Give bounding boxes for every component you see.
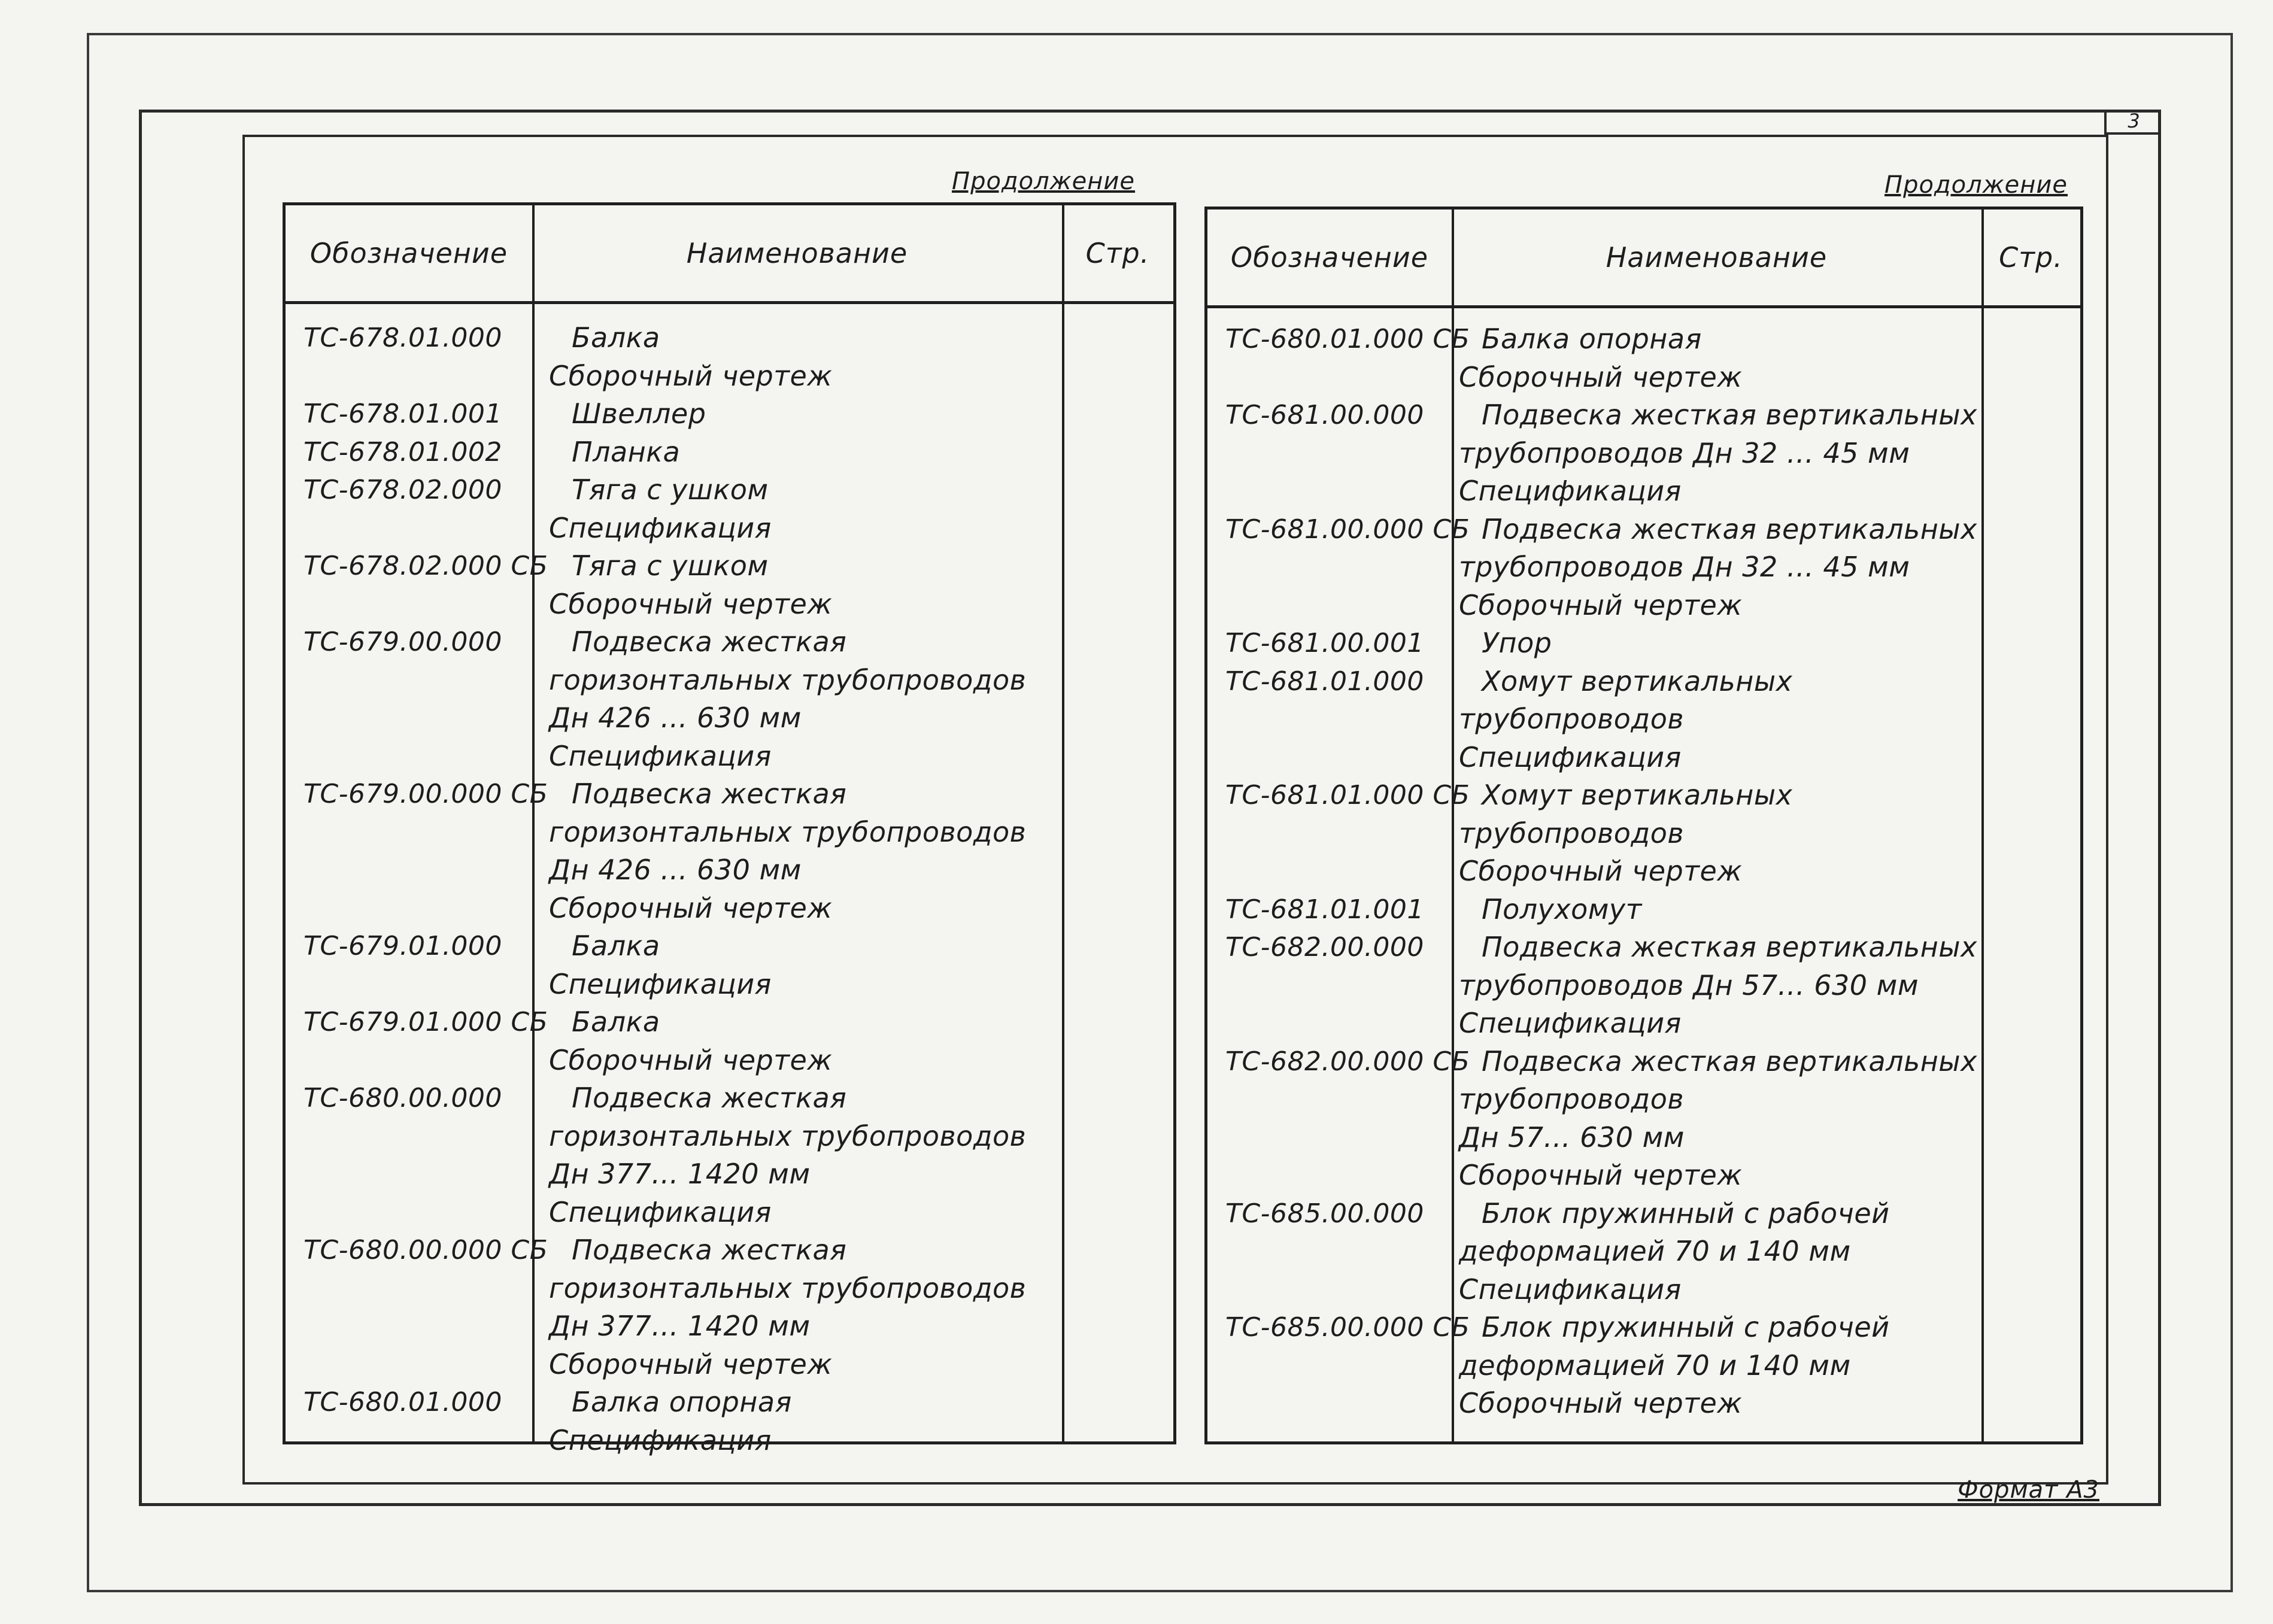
item-name-line: Балка (572, 930, 660, 962)
designation-code: ТС-678.01.002 (304, 436, 502, 468)
item-name-line: горизонтальных трубопроводов (549, 1271, 1027, 1304)
spec-table-left (283, 202, 1176, 1456)
designation-code: ТС-679.01.000 (304, 931, 502, 961)
item-name-line: горизонтальных трубопроводов (549, 815, 1027, 848)
item-name-line: Балка (572, 321, 660, 354)
table-header-right (1207, 210, 2080, 308)
column-divider (1981, 210, 1984, 1441)
column-divider (1452, 210, 1454, 1441)
item-name-line: Подвеска жесткая вертикальных (1482, 931, 1977, 963)
designation-code: ТС-681.01.000 СБ (1225, 780, 1470, 811)
header-name: Наименование (1606, 241, 1828, 274)
designation-code: ТС-685.00.000 (1225, 1198, 1424, 1229)
spec-table-right (1204, 207, 2083, 1444)
designation-code: ТС-682.00.000 (1225, 932, 1424, 963)
designation-code: ТС-678.02.000 (304, 475, 502, 505)
item-name-line: трубопроводов (1459, 816, 1684, 849)
item-name-line: Швеллер (572, 397, 706, 430)
item-name-line: Подвеска жесткая (572, 1234, 847, 1266)
item-name-line: Подвеска жесткая вертикальных (1482, 399, 1977, 431)
item-name-line: Планка (572, 435, 681, 468)
designation-code: ТС-678.02.000 СБ (304, 551, 548, 581)
item-name-line: Блок пружинный с рабочей (1482, 1197, 1890, 1230)
item-name-line: Упор (1482, 627, 1552, 659)
sheet-number: 3 (2104, 110, 2161, 135)
item-name-line: Балка опорная (572, 1386, 792, 1418)
designation-code: ТС-681.00.000 (1225, 400, 1424, 430)
item-name-line: Сборочный чертеж (549, 891, 833, 924)
item-name-line: Подвеска жесткая (572, 778, 847, 810)
item-name-line: Подвеска жесткая (572, 626, 847, 658)
item-name-line: Дн 377... 1420 мм (549, 1158, 811, 1190)
item-name-line: Сборочный чертеж (1459, 1159, 1743, 1191)
item-name-line: Сборочный чертеж (549, 1347, 833, 1380)
header-name: Наименование (686, 237, 908, 269)
item-name-line: Спецификация (549, 511, 772, 544)
item-name-line: трубопроводов (1459, 703, 1684, 735)
item-name-line: деформацией 70 и 140 мм (1459, 1349, 1851, 1382)
item-name-line: трубопроводов Дн 57... 630 мм (1459, 969, 1919, 1001)
item-name-line: Сборочный чертеж (1459, 588, 1743, 621)
item-name-line: Сборочный чертеж (1459, 360, 1743, 393)
designation-code: ТС-680.01.000 (304, 1387, 502, 1417)
item-name-line: Полухомут (1482, 893, 1642, 925)
item-name-line: Спецификация (1459, 1007, 1682, 1039)
item-name-line: Сборочный чертеж (549, 587, 833, 620)
designation-code: ТС-678.01.001 (304, 399, 502, 429)
designation-code: ТС-681.01.001 (1225, 894, 1424, 925)
item-name-line: Спецификация (549, 967, 772, 1000)
header-designation: Обозначение (1230, 241, 1429, 274)
designation-code: ТС-681.01.000 (1225, 666, 1424, 697)
item-name-line: Балка (572, 1006, 660, 1038)
designation-code: ТС-682.00.000 СБ (1225, 1046, 1470, 1077)
item-name-line: Подвеска жесткая (572, 1082, 847, 1114)
item-name-line: деформацией 70 и 140 мм (1459, 1235, 1851, 1267)
format-label: Формат А3 (1958, 1476, 2099, 1504)
table-header-left (286, 205, 1173, 304)
designation-code: ТС-679.00.000 (304, 627, 502, 657)
item-name-line: Подвеска жесткая вертикальных (1482, 512, 1977, 545)
header-page: Стр. (1085, 237, 1150, 269)
item-name-line: Спецификация (549, 739, 772, 772)
item-name-line: Дн 57... 630 мм (1459, 1121, 1685, 1154)
item-name-line: трубопроводов Дн 32 ... 45 мм (1459, 436, 1910, 469)
item-name-line: Подвеска жесткая вертикальных (1482, 1045, 1977, 1077)
item-name-line: Тяга с ушком (572, 550, 769, 582)
item-name-line: Дн 426 ... 630 мм (549, 854, 802, 886)
item-name-line: трубопроводов (1459, 1083, 1684, 1115)
designation-code: ТС-680.00.000 (304, 1083, 502, 1113)
item-name-line: горизонтальных трубопроводов (549, 1119, 1027, 1152)
header-designation: Обозначение (309, 237, 508, 269)
continue-label-left: Продолжение (952, 168, 1136, 195)
item-name-line: Спецификация (549, 1423, 772, 1456)
item-name-line: Блок пружинный с рабочей (1482, 1311, 1890, 1343)
item-name-line: Хомут вертикальных (1482, 779, 1793, 811)
item-name-line: Спецификация (1459, 1273, 1682, 1306)
item-name-line: горизонтальных трубопроводов (549, 663, 1027, 696)
item-name-line: Дн 377... 1420 мм (549, 1310, 811, 1342)
item-name-line: Хомут вертикальных (1482, 664, 1793, 697)
designation-code: ТС-679.00.000 СБ (304, 779, 548, 809)
designation-code: ТС-678.01.000 (304, 323, 502, 353)
continue-label-right: Продолжение (1884, 171, 2068, 199)
item-name-line: Дн 426 ... 630 мм (549, 702, 802, 734)
item-name-line: Спецификация (1459, 740, 1682, 773)
header-page: Стр. (1999, 241, 2063, 274)
item-name-line: Сборочный чертеж (1459, 855, 1743, 887)
item-name-line: Тяга с ушком (572, 473, 769, 506)
item-name-line: Балка опорная (1482, 323, 1702, 355)
column-divider (1062, 205, 1064, 1441)
designation-code: ТС-680.00.000 СБ (304, 1235, 548, 1265)
item-name-line: трубопроводов Дн 32 ... 45 мм (1459, 551, 1910, 583)
item-name-line: Спецификация (1459, 475, 1682, 507)
designation-code: ТС-680.01.000 СБ (1225, 324, 1470, 354)
item-name-line: Спецификация (549, 1195, 772, 1228)
designation-code: ТС-681.00.000 СБ (1225, 514, 1470, 545)
item-name-line: Сборочный чертеж (549, 1043, 833, 1076)
designation-code: ТС-679.01.000 СБ (304, 1007, 548, 1037)
item-name-line: Сборочный чертеж (549, 359, 833, 392)
designation-code: ТС-685.00.000 СБ (1225, 1312, 1470, 1343)
item-name-line: Сборочный чертеж (1459, 1387, 1743, 1419)
designation-code: ТС-681.00.001 (1225, 628, 1424, 658)
